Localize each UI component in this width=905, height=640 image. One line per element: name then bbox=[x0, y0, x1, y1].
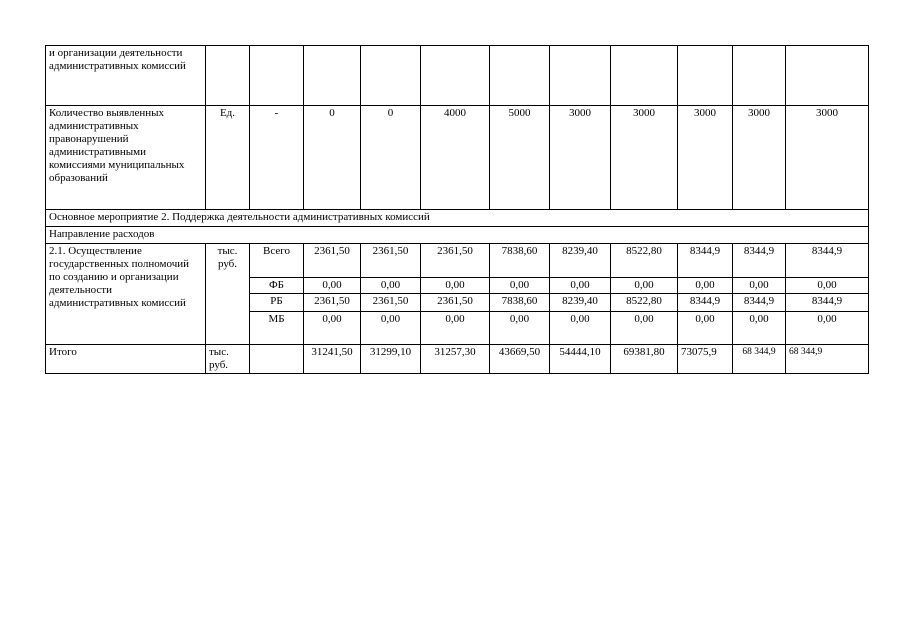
cell-source: РБ bbox=[250, 294, 304, 312]
cell-value: 8344,9 bbox=[786, 294, 869, 312]
cell-empty bbox=[490, 46, 550, 106]
cell-label: Количество выявленных административных правонарушений административными комиссиями муниципальных образований bbox=[46, 106, 206, 210]
table-row-measure bbox=[46, 244, 869, 278]
cell-value: 7838,60 bbox=[490, 244, 550, 278]
cell-value: 8239,40 bbox=[550, 244, 611, 278]
cell-empty bbox=[733, 46, 786, 106]
cell-value: 43669,50 bbox=[490, 345, 550, 374]
cell-label: Итого bbox=[46, 345, 206, 374]
cell-value: 0,00 bbox=[304, 278, 361, 294]
cell-value: 2361,50 bbox=[304, 244, 361, 278]
cell-unit: тыс. руб. bbox=[206, 244, 250, 345]
cell-value: 8344,9 bbox=[678, 294, 733, 312]
cell-value: 2361,50 bbox=[421, 244, 490, 278]
cell-source: Всего bbox=[250, 244, 304, 278]
cell-value: 2361,50 bbox=[361, 294, 421, 312]
cell-value: 0,00 bbox=[361, 278, 421, 294]
table-row-total bbox=[46, 345, 869, 374]
cell-empty bbox=[250, 46, 304, 106]
cell-value: 54444,10 bbox=[550, 345, 611, 374]
cell-empty bbox=[421, 46, 490, 106]
cell-value: 0,00 bbox=[611, 278, 678, 294]
cell-base bbox=[250, 345, 304, 374]
cell-source: МБ bbox=[250, 312, 304, 345]
cell-unit: Ед. bbox=[206, 106, 250, 210]
cell-empty bbox=[786, 46, 869, 106]
cell-value: 31299,10 bbox=[361, 345, 421, 374]
cell-value: 2361,50 bbox=[361, 244, 421, 278]
cell-value: 73075,9 bbox=[678, 345, 733, 374]
cell-value: 0,00 bbox=[678, 312, 733, 345]
cell-value: 3000 bbox=[611, 106, 678, 210]
cell-value: 0 bbox=[361, 106, 421, 210]
cell-value: 0,00 bbox=[786, 278, 869, 294]
cell-label: 2.1. Осуществление государственных полномочий по созданию и организации деятельности административных комиссий bbox=[46, 244, 206, 345]
cell-value: 8522,80 bbox=[611, 294, 678, 312]
cell-base: - bbox=[250, 106, 304, 210]
section-heading: Основное мероприятие 2. Поддержка деятельности административных комиссий bbox=[46, 210, 869, 227]
cell-value: 31257,30 bbox=[421, 345, 490, 374]
cell-value: 0,00 bbox=[733, 312, 786, 345]
cell-value: 7838,60 bbox=[490, 294, 550, 312]
cell-value: 0,00 bbox=[550, 312, 611, 345]
cell-empty bbox=[611, 46, 678, 106]
cell-value: 0 bbox=[304, 106, 361, 210]
cell-empty bbox=[361, 46, 421, 106]
cell-value: 68 344,9 bbox=[786, 345, 869, 374]
cell-value: 8344,9 bbox=[786, 244, 869, 278]
cell-value: 8344,9 bbox=[733, 244, 786, 278]
cell-source: ФБ bbox=[250, 278, 304, 294]
cell-value: 2361,50 bbox=[421, 294, 490, 312]
table-row-continuation bbox=[46, 46, 869, 106]
cell-value: 8344,9 bbox=[733, 294, 786, 312]
table-row-count bbox=[46, 106, 869, 210]
cell-value: 31241,50 bbox=[304, 345, 361, 374]
cell-value: 0,00 bbox=[304, 312, 361, 345]
cell-value: 5000 bbox=[490, 106, 550, 210]
cell-value: 3000 bbox=[786, 106, 869, 210]
cell-value: 0,00 bbox=[611, 312, 678, 345]
cell-value: 0,00 bbox=[550, 278, 611, 294]
table-row-section bbox=[46, 227, 869, 244]
budget-table bbox=[45, 45, 869, 374]
cell-value: 0,00 bbox=[421, 312, 490, 345]
cell-value: 0,00 bbox=[361, 312, 421, 345]
cell-value: 0,00 bbox=[490, 312, 550, 345]
cell-value: 4000 bbox=[421, 106, 490, 210]
cell-value: 8239,40 bbox=[550, 294, 611, 312]
cell-value: 0,00 bbox=[678, 278, 733, 294]
cell-empty bbox=[550, 46, 611, 106]
cell-value: 3000 bbox=[550, 106, 611, 210]
section-heading: Направление расходов bbox=[46, 227, 869, 244]
cell-value: 2361,50 bbox=[304, 294, 361, 312]
cell-empty bbox=[678, 46, 733, 106]
cell-value: 8344,9 bbox=[678, 244, 733, 278]
cell-value: 0,00 bbox=[490, 278, 550, 294]
cell-unit: тыс. руб. bbox=[206, 345, 250, 374]
cell-value: 0,00 bbox=[786, 312, 869, 345]
cell-value: 3000 bbox=[733, 106, 786, 210]
cell-value: 68 344,9 bbox=[733, 345, 786, 374]
cell-empty bbox=[206, 46, 250, 106]
cell-label: и организации деятельности административных комиссий bbox=[46, 46, 206, 106]
cell-value: 3000 bbox=[678, 106, 733, 210]
cell-value: 0,00 bbox=[421, 278, 490, 294]
cell-value: 8522,80 bbox=[611, 244, 678, 278]
cell-value: 69381,80 bbox=[611, 345, 678, 374]
table-row-section bbox=[46, 210, 869, 227]
cell-value: 0,00 bbox=[733, 278, 786, 294]
cell-empty bbox=[304, 46, 361, 106]
